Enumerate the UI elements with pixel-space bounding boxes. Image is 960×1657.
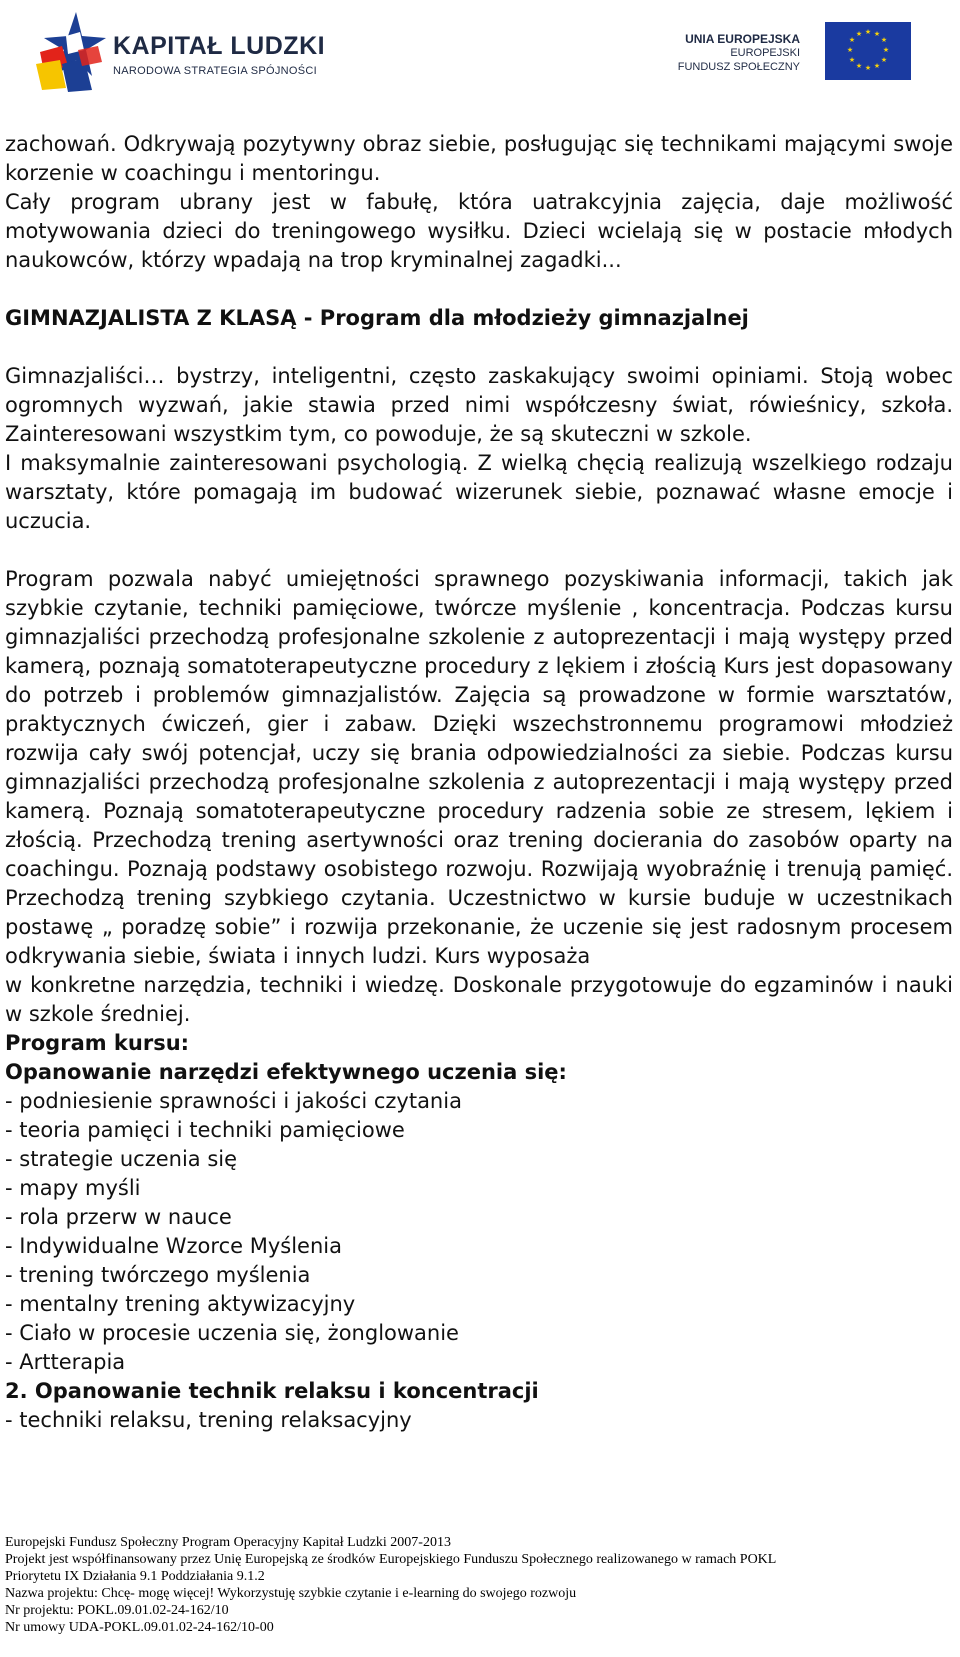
page-footer (5, 1534, 945, 1636)
list-item: - trening twórczego myślenia (5, 1263, 311, 1287)
section-heading-gimnazjalista: GIMNAZJALISTA Z KLASĄ - Program dla młodzieży gimnazjalnej (5, 306, 749, 330)
list-item: - Ciało w procesie uczenia się, żonglowanie (5, 1321, 459, 1345)
eu-logo-text (678, 32, 800, 74)
svg-text:★: ★ (846, 46, 854, 54)
section2-list (5, 1406, 953, 1435)
program-heading: Program kursu: (5, 1031, 190, 1055)
eu-line1: UNIA EUROPEJSKA (685, 32, 800, 46)
list-item: - Artterapia (5, 1350, 126, 1374)
list-item: - techniki relaksu, trening relaksacyjny (5, 1408, 412, 1432)
footer-line: Nr umowy UDA-POKL.09.01.02-24-162/10-00 (5, 1620, 274, 1635)
list-item: - mapy myśli (5, 1176, 141, 1200)
list-item: - podniesienie sprawności i jakości czytania (5, 1089, 462, 1113)
svg-text:★: ★ (855, 62, 863, 70)
eu-flag-icon (825, 22, 911, 80)
section1-list (5, 1087, 953, 1377)
eu-line3: FUNDUSZ SPOŁECZNY (677, 61, 800, 73)
footer-line: Priorytetu IX Działania 9.1 Poddziałania 9.1.2 (5, 1569, 265, 1584)
paragraph: Cały program ubrany jest w fabułę, która uatrakcyjnia zajęcia, daje możliwość motywowania dzieci do treningowego wysiłku. Dzieci wcielają się w postacie młodych naukowców, którzy wpadają na trop kryminalnej zagadki... (5, 190, 953, 272)
svg-text:★: ★ (848, 36, 856, 44)
svg-text:★: ★ (873, 62, 881, 70)
footer-line: Nr projektu: POKL.09.01.02-24-162/10 (5, 1603, 229, 1618)
paragraph: zachowań. Odkrywają pozytywny obraz siebie, posługując się technikami mającymi swoje korzenie w coachingu i mentoringu. (5, 132, 953, 185)
footer-line: Europejski Fundusz Społeczny Program Operacyjny Kapitał Ludzki 2007-2013 (5, 1535, 451, 1550)
kapital-ludzki-title: KAPITAŁ LUDZKI (113, 32, 326, 60)
document-body (5, 130, 953, 1435)
svg-text:★: ★ (880, 36, 888, 44)
svg-text:★: ★ (873, 30, 881, 38)
footer-line: Projekt jest współfinansowany przez Unię Europejską ze środków Europejskiego Funduszu Społecznego realizowanego w ramach POKL (5, 1552, 777, 1567)
svg-text:★: ★ (864, 64, 872, 72)
section2-heading: 2. Opanowanie technik relaksu i koncentracji (5, 1379, 539, 1403)
svg-text:★: ★ (864, 28, 872, 36)
paragraph: Program pozwala nabyć umiejętności sprawnego pozyskiwania informacji, takich jak szybkie czytanie, techniki pamięciowe, twórcze myślenie , koncentracja. Podczas kursu gimnazjaliści przechodzą profesjonalne szkolenie z autoprezentacji i mają występy przed kamerą, poznają somatoterapeutyczne procedury z lękiem i złością Kurs jest dopasowany do potrzeb i problemów gimnazjalistów. Zajęcia są prowadzone w formie warsztatów, praktycznych ćwiczeń, gier i zabaw. Dzięki wszechstronnemu programowi młodzież rozwija cały swój potencjał, uczy się brania odpowiedzialności za siebie. Podczas kursu gimnazjaliści przechodzą profesjonalne szkolenia z autoprezentacji i mają występy przed kamerą. Poznają somatoterapeutyczne procedury radzenia sobie ze stresem, lękiem i złością. Przechodzą trening asertywności oraz trening docierania do zasobów oparty na coachingu. Poznają podstawy osobistego rozwoju. Rozwijają wyobraźnię i trenują pamięć. Przechodzą trening szybkiego czytania. Uczestnictwo w kursie buduje w uczestnikach postawę „ poradzę sobie” i rozwija przekonanie, że uczenie się jest radosnym procesem odkrywania siebie, świata i innych ludzi. Kurs wyposaża (5, 567, 953, 968)
eu-line2: EUROPEJSKI (730, 47, 800, 59)
paragraph: I maksymalnie zainteresowani psychologią. Z wielką chęcią realizują wszelkiego rodzaju warsztaty, które pomagają im budować wizerunek siebie, poznawać własne emocje i uczucia. (5, 451, 953, 533)
section1-heading: Opanowanie narzędzi efektywnego uczenia się: (5, 1060, 567, 1084)
kapital-ludzki-subtitle: NARODOWA STRATEGIA SPÓJNOŚCI (113, 65, 317, 77)
footer-line: Nazwa projektu: Chcę- mogę więcej! Wykorzystuję szybkie czytanie i e-learning do swojego rozwoju (5, 1586, 577, 1601)
paragraph: Gimnazjaliści… bystrzy, inteligentni, często zaskakujący swoimi opiniami. Stoją wobec ogromnych wyzwań, jakie stawia przed nimi współczesny świat, rówieśnicy, szkoła. Zainteresowani wszystkim tym, co powoduje, że są skuteczni w szkole. (5, 364, 953, 446)
list-item: - teoria pamięci i techniki pamięciowe (5, 1118, 405, 1142)
svg-text:★: ★ (855, 30, 863, 38)
list-item: - strategie uczenia się (5, 1147, 238, 1171)
svg-text:★: ★ (848, 56, 856, 64)
list-item: - rola przerw w nauce (5, 1205, 232, 1229)
svg-text:★: ★ (882, 46, 890, 54)
page-header (0, 0, 960, 110)
svg-text:★: ★ (880, 56, 888, 64)
list-item: - Indywidualne Wzorce Myślenia (5, 1234, 342, 1258)
paragraph: w konkretne narzędzia, techniki i wiedzę. Doskonale przygotowuje do egzaminów i nauki w szkole średniej. (5, 973, 953, 1026)
list-item: - mentalny trening aktywizacyjny (5, 1292, 356, 1316)
